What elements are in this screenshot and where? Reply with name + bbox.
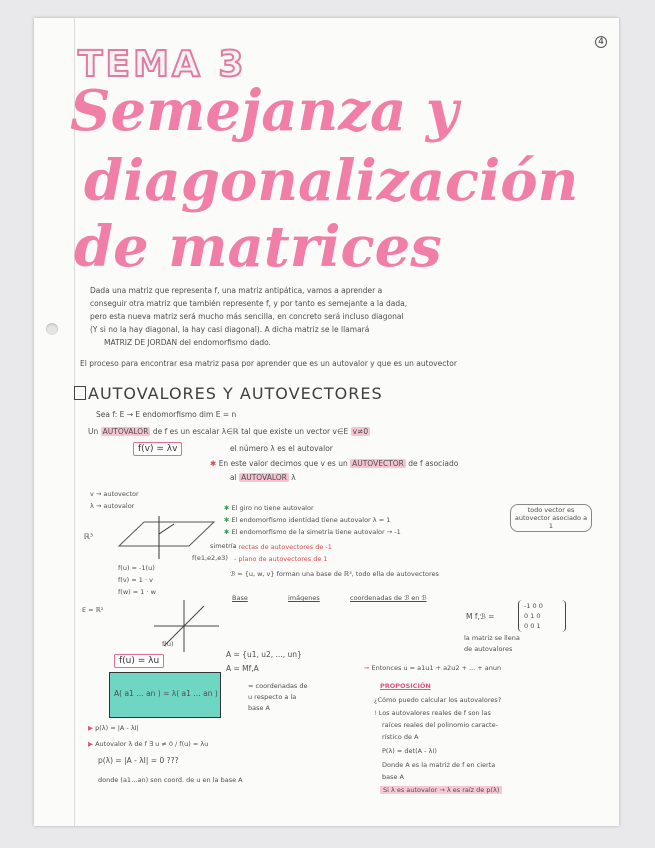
coord-note-1: = coordenadas de: [248, 682, 308, 690]
diagram1-eq-3: f(w) = 1 · w: [118, 588, 156, 596]
diagram1-eq-2: f(v) = 1 · v: [118, 576, 153, 584]
prop-line-1: ¿Cómo puedo calcular los autovalores?: [374, 696, 502, 704]
right-eq: ➞ Entonces u = a1u1 + a2u2 + ... + anun: [364, 664, 502, 672]
binder-hole: [46, 323, 58, 335]
intro-line-4: (Y si no la hay diagonal, la hay casi diagonal). A dicha matriz se le llamará: [90, 325, 370, 334]
def-line-3: ✱ En este valor decimos que v es un AUTOVECTOR de f asociado: [210, 459, 459, 468]
simetria-label: simetría: [210, 542, 237, 550]
coord-line-2: A = Mf,A: [226, 664, 259, 673]
coord-line-1: A = {u1, u2, ..., un}: [226, 650, 302, 659]
matrix-row-2: 0 1 0: [524, 612, 541, 620]
matrix-note-2: de autovalores: [464, 645, 513, 653]
f-eq-label: f(e1,e2,e3): [192, 554, 228, 562]
coord-note-3: base A: [248, 704, 271, 712]
eigen-eq-box: f(v) = λv: [133, 442, 182, 456]
prop-line-3: raíces reales del polinomio caracte-: [382, 721, 498, 729]
intro-line-3: pero esta nueva matriz será mucho más sencilla, en concreto será incluso diagonal: [90, 312, 404, 321]
section-title: AUTOVALORES Y AUTOVECTORES: [74, 384, 383, 403]
matrix-label: M f,ℬ =: [466, 612, 495, 621]
note-2: ✱ El endomorfismo identidad tiene autovalor λ = 1: [224, 516, 391, 524]
proposition-title: PROPOSICIÓN: [380, 682, 431, 690]
matrix-note-1: la matriz se llena: [464, 634, 520, 642]
prop-line-2: ! Los autovalores reales de f son las: [374, 709, 491, 717]
diagram1-eq-1: f(u) = -1(u): [118, 564, 155, 572]
matrix-row-3: 0 0 1: [524, 622, 541, 630]
diagram2-eq: f(u): [162, 640, 174, 648]
legend-v: v → autovector: [90, 490, 139, 498]
note-3: ✱ El endomorfismo de la simetría tiene autovalor → -1: [224, 528, 401, 536]
prop-footer: Si λ es autovalor → λ es raíz de p(λ): [380, 786, 502, 794]
def-line-2: Un AUTOVALOR de f es un escalar λ∈ℝ tal que existe un vector v∈E v≠0: [88, 427, 369, 436]
intro-process: El proceso para encontrar esa matriz pasa por aprender que es un autovalor y que es un autovector: [80, 359, 457, 368]
title-line-2: diagonalización: [84, 148, 579, 214]
prop-line-5: P(λ) = det(A - λI): [382, 747, 437, 755]
matrix-row-1: -1 0 0: [524, 602, 543, 610]
page-number: 4: [595, 36, 607, 48]
bottom-line-2: ▶ Autovalor λ de f ∃ u ≠ 0 / f(u) = λu: [88, 740, 209, 748]
intro-line-5: MATRIZ DE JORDAN del endomorfismo dado.: [104, 338, 271, 347]
legend-l: λ → autovalor: [90, 502, 135, 510]
notebook-page: [34, 18, 619, 826]
note-1: ✱ El giro no tiene autovalor: [224, 504, 314, 512]
prop-line-7: base A: [382, 773, 405, 781]
red-note-2: - plano de autovectores de 1: [234, 555, 328, 563]
table-header-coords: coordenadas de ℬ en ℬ: [350, 594, 427, 602]
tema-heading: TEMA 3: [78, 44, 247, 85]
basis-line: ℬ = {u, w, v} forman una base de ℝ³, todo ella de autovectores: [230, 570, 439, 578]
title-line-1: Semejanza y: [70, 78, 459, 144]
table-header-images: imágenes: [288, 594, 320, 602]
matrix-eq: A( a1 … an ) = λ( a1 … an ): [114, 689, 218, 698]
def-line-1: Sea f: E → E endomorfismo dim E = n: [96, 410, 237, 419]
intro-line-1: Dada una matriz que representa f, una matriz antipática, vamos a aprender a: [90, 286, 383, 295]
red-note-1: - rectas de autovectores de -1: [234, 543, 332, 551]
bottom-line-4: donde (a1…an) son coord. de u en la base A: [98, 776, 243, 784]
eigen-eq-note: el número λ es el autovalor: [230, 444, 333, 453]
eigen-box-2: f(u) = λu: [114, 654, 164, 668]
square-icon: [74, 386, 86, 400]
bottom-line-1: ▶ p(λ) = |A - λI|: [88, 724, 139, 732]
coord-note-2: u respecto a la: [248, 693, 297, 701]
axis-diagram: [144, 596, 224, 656]
prop-line-6: Donde A es la matriz de f en cierta: [382, 761, 496, 769]
bottom-line-3: p(λ) = |A - λI| = 0 ???: [98, 756, 179, 765]
def-line-4: al AUTOVALOR λ: [230, 473, 296, 482]
prop-line-4: rístico de A: [382, 733, 419, 741]
diagram2-label: E = ℝ²: [82, 606, 104, 614]
title-line-3: de matrices: [74, 214, 442, 280]
intro-line-2: conseguir otra matriz que también represente f, y por tanto es semejante a la dada,: [90, 299, 408, 308]
table-header-base: Base: [232, 594, 248, 602]
diagram1-label: ℝ³: [84, 532, 93, 541]
side-note: todo vector es autovector asociado a 1: [510, 504, 592, 532]
